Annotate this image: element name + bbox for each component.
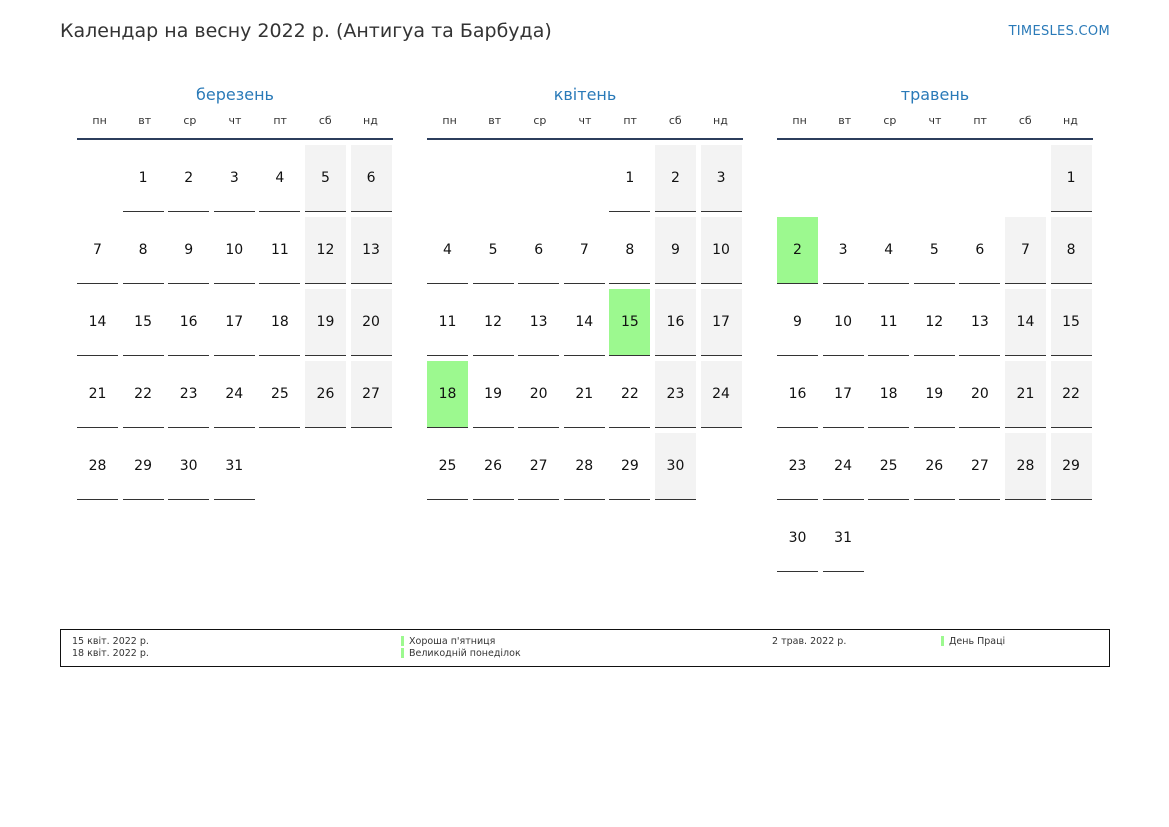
day-cell: 3 — [701, 145, 742, 212]
day-cell: 5 — [914, 217, 955, 284]
weekday-label: пн — [792, 114, 807, 127]
day-cell: 11 — [868, 289, 909, 356]
weekday-label: вт — [488, 114, 502, 127]
day-cell: 3 — [214, 145, 255, 212]
day-cell: 8 — [123, 217, 164, 284]
day-cell: 1 — [123, 145, 164, 212]
day-cell: 10 — [214, 217, 255, 284]
day-cell: 4 — [427, 217, 468, 284]
day-cell: 25 — [259, 361, 300, 428]
day-cell: 19 — [305, 289, 346, 356]
weekday-label: нд — [363, 114, 378, 127]
day-cell: 16 — [168, 289, 209, 356]
weekday-label: пт — [973, 114, 987, 127]
weekday-label: пт — [623, 114, 637, 127]
weekday-header — [777, 108, 1093, 140]
holiday-color-marker — [941, 636, 944, 646]
month-name: квітень — [553, 85, 617, 104]
day-cell: 26 — [914, 433, 955, 500]
empty-cell — [473, 145, 514, 211]
days-grid — [427, 145, 743, 500]
month-name: березень — [196, 85, 274, 104]
day-cell: 20 — [351, 289, 392, 356]
day-cell: 29 — [123, 433, 164, 500]
weekday-label: вт — [138, 114, 152, 127]
day-cell: 24 — [214, 361, 255, 428]
weekday-label: чт — [228, 114, 242, 127]
day-cell: 28 — [77, 433, 118, 500]
day-cell: 6 — [351, 145, 392, 212]
day-cell: 17 — [214, 289, 255, 356]
days-grid — [777, 145, 1093, 572]
empty-cell — [427, 145, 468, 211]
site-link[interactable]: TIMESLES.COM — [1008, 24, 1110, 39]
weekday-label: пн — [442, 114, 457, 127]
day-cell: 24 — [701, 361, 742, 428]
day-cell: 9 — [168, 217, 209, 284]
day-cell: 31 — [214, 433, 255, 500]
day-cell: 6 — [518, 217, 559, 284]
day-cell: 5 — [305, 145, 346, 212]
day-cell: 27 — [518, 433, 559, 500]
day-cell: 9 — [655, 217, 696, 284]
day-cell: 29 — [1051, 433, 1092, 500]
day-cell: 5 — [473, 217, 514, 284]
month-calendar — [77, 82, 393, 500]
day-cell: 14 — [77, 289, 118, 356]
day-cell: 15 — [1051, 289, 1092, 356]
day-cell: 30 — [655, 433, 696, 500]
weekday-label: ср — [183, 114, 197, 127]
legend-date: 2 трав. 2022 р. — [772, 636, 847, 647]
weekday-label: пт — [273, 114, 287, 127]
weekday-label: чт — [928, 114, 942, 127]
day-cell: 11 — [427, 289, 468, 356]
day-cell: 23 — [168, 361, 209, 428]
day-cell: 7 — [77, 217, 118, 284]
day-cell: 26 — [305, 361, 346, 428]
day-cell: 25 — [427, 433, 468, 500]
empty-cell — [1005, 145, 1046, 211]
legend-holiday-name: Хороша п'ятниця — [409, 636, 496, 647]
empty-cell — [914, 145, 955, 211]
day-cell: 9 — [777, 289, 818, 356]
legend-holiday-name: День Праці — [949, 636, 1006, 647]
day-cell: 23 — [655, 361, 696, 428]
day-cell: 10 — [701, 217, 742, 284]
day-cell: 29 — [609, 433, 650, 500]
day-cell: 19 — [473, 361, 514, 428]
weekday-label: сб — [668, 114, 682, 127]
day-cell: 18 — [427, 361, 468, 428]
day-cell: 10 — [823, 289, 864, 356]
day-cell: 30 — [777, 505, 818, 572]
day-cell: 13 — [518, 289, 559, 356]
weekday-header — [77, 108, 393, 140]
page-title: Календар на весну 2022 р. (Антигуа та Барбуда) — [60, 20, 552, 42]
day-cell: 3 — [823, 217, 864, 284]
day-cell: 24 — [823, 433, 864, 500]
day-cell: 22 — [1051, 361, 1092, 428]
day-cell: 4 — [868, 217, 909, 284]
day-cell: 11 — [259, 217, 300, 284]
month-calendar — [427, 82, 743, 500]
empty-cell — [777, 145, 818, 211]
day-cell: 4 — [259, 145, 300, 212]
day-cell: 14 — [1005, 289, 1046, 356]
day-cell: 13 — [959, 289, 1000, 356]
day-cell: 18 — [259, 289, 300, 356]
holiday-color-marker — [401, 648, 404, 658]
day-cell: 8 — [1051, 217, 1092, 284]
day-cell: 15 — [609, 289, 650, 356]
day-cell: 1 — [609, 145, 650, 212]
legend-date: 15 квіт. 2022 р. — [72, 636, 149, 647]
day-cell: 6 — [959, 217, 1000, 284]
day-cell: 17 — [701, 289, 742, 356]
day-cell: 14 — [564, 289, 605, 356]
legend-holiday-name: Великодній понеділок — [409, 648, 521, 659]
day-cell: 23 — [777, 433, 818, 500]
day-cell: 17 — [823, 361, 864, 428]
day-cell: 15 — [123, 289, 164, 356]
weekday-label: нд — [713, 114, 728, 127]
day-cell: 2 — [777, 217, 818, 284]
empty-cell — [959, 145, 1000, 211]
weekday-label: пн — [92, 114, 107, 127]
weekday-label: сб — [318, 114, 332, 127]
weekday-label: вт — [838, 114, 852, 127]
empty-cell — [518, 145, 559, 211]
day-cell: 19 — [914, 361, 955, 428]
day-cell: 2 — [168, 145, 209, 212]
day-cell: 31 — [823, 505, 864, 572]
days-grid — [77, 145, 393, 500]
day-cell: 25 — [868, 433, 909, 500]
empty-cell — [823, 145, 864, 211]
day-cell: 21 — [1005, 361, 1046, 428]
weekday-label: ср — [533, 114, 547, 127]
day-cell: 30 — [168, 433, 209, 500]
holiday-color-marker — [401, 636, 404, 646]
empty-cell — [868, 145, 909, 211]
empty-cell — [77, 145, 118, 211]
day-cell: 1 — [1051, 145, 1092, 212]
day-cell: 28 — [1005, 433, 1046, 500]
weekday-label: чт — [578, 114, 592, 127]
legend-date: 18 квіт. 2022 р. — [72, 648, 149, 659]
day-cell: 2 — [655, 145, 696, 212]
day-cell: 18 — [868, 361, 909, 428]
weekday-label: нд — [1063, 114, 1078, 127]
day-cell: 20 — [959, 361, 1000, 428]
day-cell: 16 — [777, 361, 818, 428]
weekday-label: ср — [883, 114, 897, 127]
day-cell: 27 — [351, 361, 392, 428]
day-cell: 12 — [473, 289, 514, 356]
day-cell: 13 — [351, 217, 392, 284]
day-cell: 7 — [1005, 217, 1046, 284]
holiday-legend — [60, 629, 1110, 667]
day-cell: 8 — [609, 217, 650, 284]
day-cell: 27 — [959, 433, 1000, 500]
day-cell: 7 — [564, 217, 605, 284]
weekday-header — [427, 108, 743, 140]
month-name: травень — [900, 85, 970, 104]
day-cell: 20 — [518, 361, 559, 428]
day-cell: 12 — [914, 289, 955, 356]
day-cell: 22 — [123, 361, 164, 428]
day-cell: 22 — [609, 361, 650, 428]
day-cell: 21 — [564, 361, 605, 428]
day-cell: 16 — [655, 289, 696, 356]
day-cell: 12 — [305, 217, 346, 284]
day-cell: 28 — [564, 433, 605, 500]
day-cell: 26 — [473, 433, 514, 500]
day-cell: 21 — [77, 361, 118, 428]
empty-cell — [564, 145, 605, 211]
weekday-label: сб — [1018, 114, 1032, 127]
month-calendar — [777, 82, 1093, 572]
